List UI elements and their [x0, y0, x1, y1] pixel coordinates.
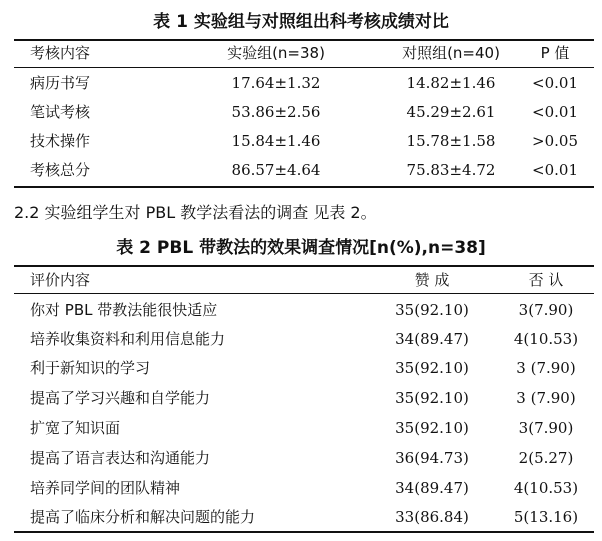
table2-cell-disagree: 4(10.53) [513, 479, 579, 497]
table2-cell-item: 提高了语言表达和沟通能力 [30, 449, 211, 467]
table1-cell-control: 45.29±2.61 [406, 103, 496, 121]
table2-cell-agree: 36(94.73) [395, 449, 469, 467]
table2-cell-item: 提高了临床分析和解决问题的能力 [30, 508, 256, 526]
table2-cell-agree: 33(86.84) [395, 508, 469, 526]
table2-cell-agree: 35(92.10) [395, 419, 469, 437]
table1-header-control: 对照组(n=40) [402, 44, 500, 62]
table2-top-rule [14, 265, 594, 267]
table2-cell-agree: 35(92.10) [395, 359, 469, 377]
table2-caption: 表 2 PBL 带教法的效果调查情况[n(%),n=38] [116, 238, 486, 258]
table1-bottom-rule [14, 186, 594, 188]
table1-cell-experiment: 17.64±1.32 [231, 74, 321, 92]
table1-header-item: 考核内容 [30, 44, 91, 62]
table2-cell-disagree: 3 (7.90) [516, 359, 576, 377]
table1-cell-p: <0.01 [532, 161, 578, 179]
table1-cell-control: 15.78±1.58 [406, 132, 496, 150]
table1-cell-item: 技术操作 [30, 132, 91, 150]
table2-cell-disagree: 5(13.16) [513, 508, 579, 526]
table2-cell-item: 提高了学习兴趣和自学能力 [30, 389, 211, 407]
table2-header-item: 评价内容 [30, 271, 91, 289]
table1-cell-item: 考核总分 [30, 161, 91, 179]
table1-header-experiment: 实验组(n=38) [227, 44, 325, 62]
table1-cell-item: 笔试考核 [30, 103, 91, 121]
table1-cell-experiment: 15.84±1.46 [231, 132, 321, 150]
section-heading: 2.2 实验组学生对 PBL 教学法看法的调查 见表 2。 [14, 203, 377, 222]
table2-cell-item: 利于新知识的学习 [30, 359, 151, 377]
table1-cell-p: <0.01 [532, 103, 578, 121]
table1-cell-item: 病历书写 [30, 74, 91, 92]
table2-cell-agree: 34(89.47) [395, 479, 469, 497]
table2-cell-disagree: 3(7.90) [518, 301, 574, 319]
table2-header-rule [14, 293, 594, 294]
table2-cell-disagree: 3 (7.90) [516, 389, 576, 407]
table2-header-disagree: 否 认 [528, 271, 564, 289]
table2-cell-agree: 35(92.10) [395, 301, 469, 319]
table1-header-rule [14, 67, 594, 68]
table1-cell-experiment: 53.86±2.56 [231, 103, 321, 121]
table1-cell-experiment: 86.57±4.64 [231, 161, 321, 179]
table1-cell-control: 14.82±1.46 [406, 74, 496, 92]
table1-caption: 表 1 实验组与对照组出科考核成绩对比 [153, 12, 449, 32]
table2-cell-item: 扩宽了知识面 [30, 419, 121, 437]
table2-cell-agree: 34(89.47) [395, 330, 469, 348]
table1-cell-p: <0.01 [532, 74, 578, 92]
table2-cell-disagree: 2(5.27) [518, 449, 574, 467]
table2-cell-item: 你对 PBL 带教法能很快适应 [30, 301, 218, 319]
table1-top-rule [14, 39, 594, 41]
table2-cell-item: 培养收集资料和利用信息能力 [30, 330, 226, 348]
table2-cell-agree: 35(92.10) [395, 389, 469, 407]
table2-header-agree: 赞 成 [414, 271, 450, 289]
table1-cell-p: >0.05 [532, 132, 578, 150]
table2-bottom-rule [14, 531, 594, 533]
table1-cell-control: 75.83±4.72 [406, 161, 496, 179]
table2-cell-disagree: 3(7.90) [518, 419, 574, 437]
table2-cell-item: 培养同学间的团队精神 [30, 479, 181, 497]
table2-cell-disagree: 4(10.53) [513, 330, 579, 348]
table1-header-p: P 值 [540, 44, 570, 62]
